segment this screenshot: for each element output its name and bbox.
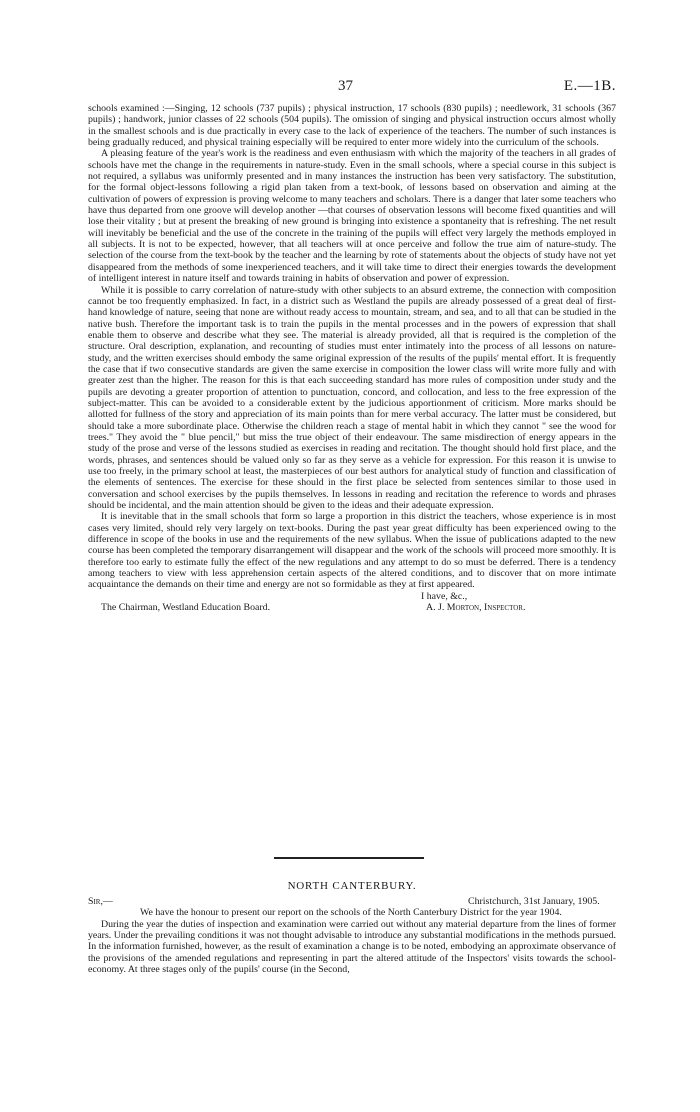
paragraph-introduction: We have the honour to present our report on the schools of the North Canterbury District for the year 1904. — [140, 907, 562, 919]
salutation: Sir,— — [88, 896, 113, 907]
page-number: 37 — [338, 78, 353, 94]
paragraph-schools-examined: schools examined :—Singing, 12 schools (737 pupils) ; physical instruction, 17 schools (830 pupils) ; needlework, 31 schools (367 pupils) ; handwork, junior classes of 22 schools (504 pupils). The omission of singing and physical instruction occurs almost wholly in the smallest schools and is due practically in every case to the lack of experience of the teachers. The number of such instances is being gradually reduced, and physical training especially will be required to enter more widely into the curriculum of the schools. — [88, 103, 616, 149]
page-header — [88, 0, 616, 100]
report-page — [88, 0, 616, 976]
paragraph-text-books: It is inevitable that in the small schools that form so large a proportion in this district the teachers, whose experience is in most cases very limited, should rely very largely on text-books. During the past year great difficulty has been experienced owing to the difference in scope of the books in use and the requirements of the new syllabus. When the issue of publications adapted to the new course has been completed the temporary disarrangement will disappear and the work of the schools will proceed more smoothly. It is therefore too early to estimate fully the effect of the new regulations and any attempt to do so must be deferred. There is a tendency among teachers to view with less apprehension certain aspects of the altered conditions, and to discover that on more intimate acquaintance the demands on their time and energy are not so formidable as they at first appeared. — [88, 511, 616, 591]
section-divider — [274, 857, 424, 859]
dateline: Christchurch, 31st January, 1905. — [468, 896, 600, 907]
westland-report-body — [88, 103, 616, 613]
inspector-signature: A. J. Morton, Inspector. — [426, 602, 526, 614]
salutation-line — [88, 896, 616, 907]
paragraph-inspection-duties: During the year the duties of inspection and examination were carried out without any material departure from the lines of former years. Under the prevailing conditions it was not thought advisable to introduce any substantial modifications in the methods pursued. In the information furnished, however, as the result of examination a change is to be noted, embodying an approximate observance of the provisions of the amended regulations and representing in part the altered attitude of the Inspectors' visits towards the school-economy. At three stages only of the pupils' course (in the Second, — [88, 918, 616, 976]
addressee: The Chairman, Westland Education Board. — [101, 602, 271, 614]
closing-line — [88, 591, 616, 602]
closing-phrase: I have, &c., — [421, 590, 468, 602]
signature-line — [88, 602, 616, 613]
north-canterbury-letter — [88, 896, 616, 975]
paragraph-composition: While it is possible to carry correlation of nature-study with other subjects to an absurd extreme, the connection with composition cannot be too frequently emphasized. In fact, in a district such as Westland the pupils are already possessed of a great deal of first-hand knowledge of nature, seeing that none are without ready access to mountain, stream, and sea, and to all that can be studied in the native bush. Therefore the important task is to train the pupils in the mental processes and in the powers of expression that shall enable them to observe and describe what they see. The material is already provided, all that is required is the completion of the structure. Oral description, explanation, and recounting of studies must enter intimately into the process of all lessons on nature-study, and the written exercises should embody the same original expression of the results of the pupils' mental effort. It is frequently the case that if two consecutive standards are given the same exercise in composition the lower class will write more fully and with greater zest than the higher. The reason for this is that each succeeding standard has more rules of composition under study and the pupils are devoting a greater proportion of attention to punctuation, concord, and collocation, and less to the free expression of the subject-matter. This can be avoided to a considerable extent by the judicious apportionment of criticism. More marks should be allotted for fullness of the story and appreciation of its main points than for mere verbal accuracy. The latter must be considered, but should take a more subordinate place. Otherwise the children reach a stage of mental habit in which they cannot " see the wood for trees." They avoid the " blue pencil," but miss the true object of their endeavour. The same misdirection of energy appears in the study of the prose and verse of the lessons studied as exercises in reading and recitation. The thought should hold first place, and the words, phrases, and sentences should be valued only so far as they serve as a vehicle for expression. For this reason it is unwise to use too freely, in the primary school at least, the masterpieces of our best authors for analytical study of function and classification of the elements of sentences. The exercise for these should in the first place be selected from sentences similar to those used in conversation and school exercises by the pupils themselves. In lessons in reading and recitation the reference to words and phrases should be incidental, and the main attention should be given to the ideas and their adequate expression. — [88, 284, 616, 512]
paragraph-nature-study: A pleasing feature of the year's work is the readiness and even enthusiasm with which the majority of the teachers in all grades of schools have met the change in the requirements in nature-study. Even in the small schools, where a special course in this subject is not required, a syllabus was uniformly presented and in many instances the instruction has been very satisfactory. The substitution, for the formal object-lessons following a rigid plan taken from a text-book, of lessons based on observation and aiming at the cultivation of powers of expression is proving welcome to many teachers and scholars. There is a danger that later some teachers who have thus departed from one groove will develop another —that courses of observation lessons will become fixed quantities and will lose their vitality ; but at present the breaking of new ground is bringing into existence a spontaneity that is refreshing. The net result will inevitably be beneficial and the use of the concrete in the training of the pupils will effect very largely the methods employed in all subjects. It is not to be expected, however, that all teachers will at once perceive and follow the true aim of nature-study. The selection of the course from the text-book by the teacher and the learning by rote of statements about the objects of study have not yet disappeared from the methods of some inexperienced teachers, and it will take time to direct their energies towards the development of intelligent interest in nature itself and towards training in habits of observation and power of expression. — [88, 148, 616, 285]
section-title: NORTH CANTERBURY. — [287, 880, 417, 892]
document-code: E.—1B. — [563, 78, 616, 94]
